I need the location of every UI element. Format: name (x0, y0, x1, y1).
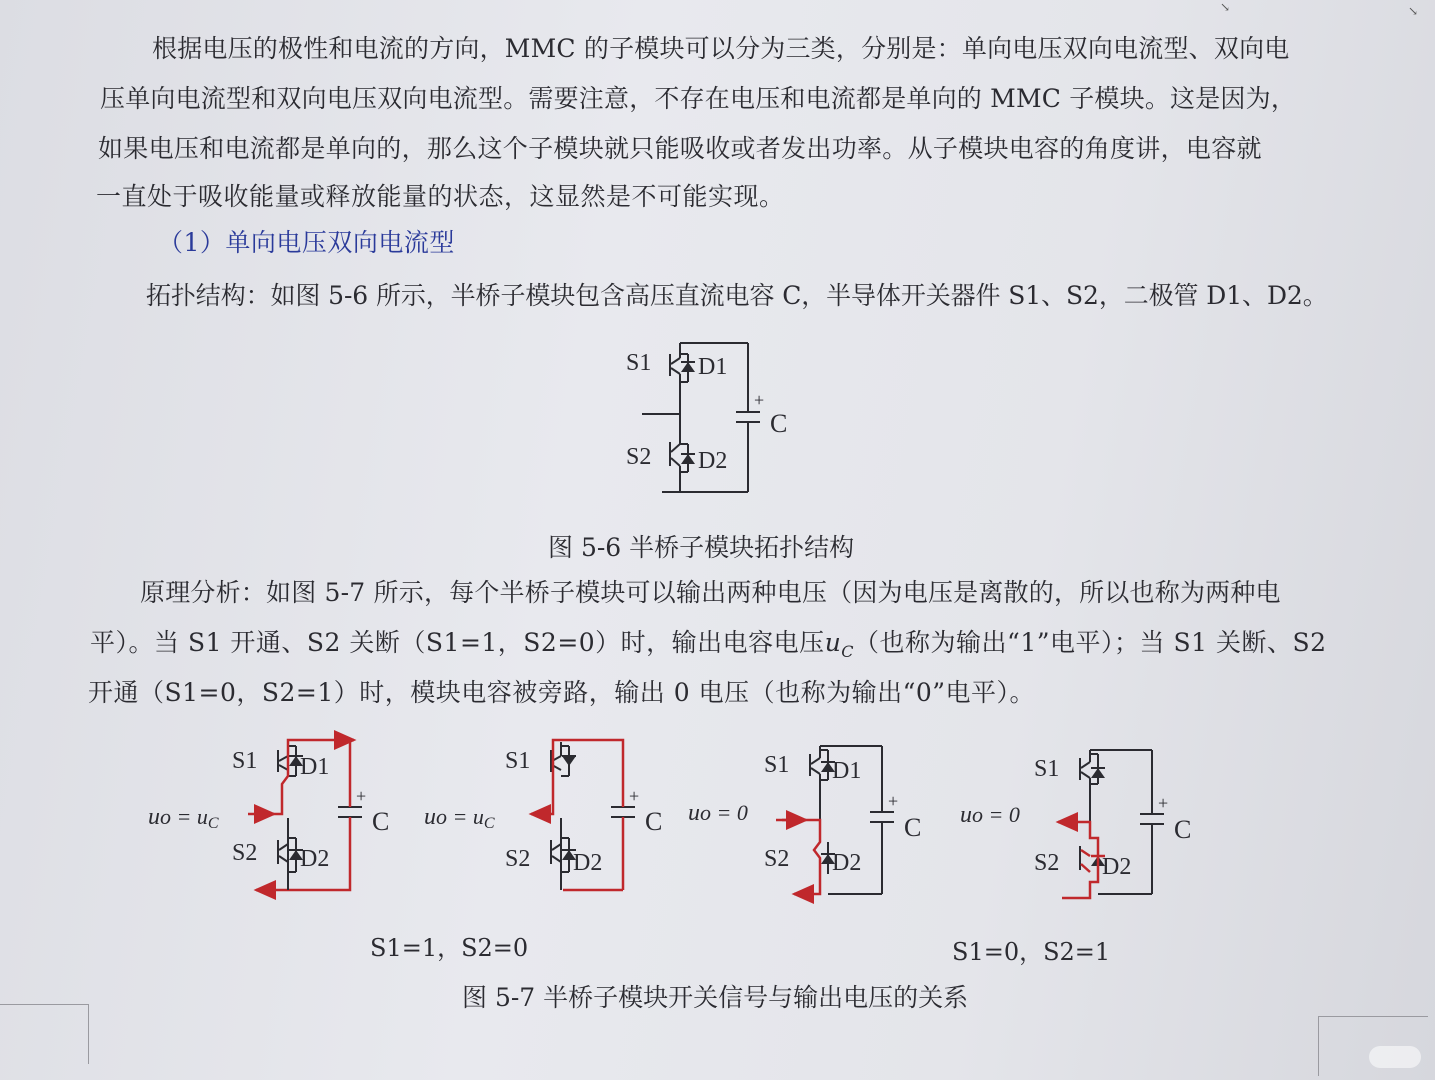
label-c: C (645, 807, 663, 836)
label-s2: S2 (232, 840, 258, 866)
figure-caption: 图 5-6 半桥子模块拓扑结构 (548, 533, 855, 562)
paragraph-line: 开通（S1=0，S2=1）时，模块电容被旁路，输出 0 电压（也称为输出“0”电平）。 (88, 678, 1036, 707)
corner-mark-icon: ↘ (1408, 4, 1419, 18)
label-plus: + (888, 791, 899, 811)
label-d1: D1 (832, 758, 862, 784)
output-voltage-label: uo = uC (424, 804, 495, 832)
paragraph-line: 根据电压的极性和电流的方向，MMC 的子模块可以分为三类，分别是：单向电压双向电流型、双向电 (152, 34, 1290, 63)
label-d2: D2 (832, 850, 862, 876)
paragraph-line (90, 630, 1326, 660)
uc-subscript: C (841, 642, 855, 661)
label-d2: D2 (1102, 854, 1132, 880)
label-plus: + (1158, 793, 1169, 813)
paragraph-line: 压单向电流型和双向电压双向电流型。需要注意，不存在电压和电流都是单向的 MMC 子模块。这是因为， (100, 84, 1297, 113)
label-s2: S2 (764, 846, 790, 872)
state-label-right: S1=0，S2=1 (952, 938, 1111, 966)
corner-bracket (1318, 1016, 1428, 1018)
label-plus: + (754, 390, 765, 410)
label-c: C (770, 409, 788, 438)
label-d1: D1 (698, 354, 728, 380)
half-bridge-diagram (620, 340, 840, 510)
figure-caption: 图 5-7 半桥子模块开关信号与输出电压的关系 (462, 983, 969, 1012)
label-c: C (904, 813, 922, 842)
corner-bracket (1318, 1016, 1320, 1076)
label-d2: D2 (698, 448, 728, 474)
paragraph-line: 拓扑结构：如图 5-6 所示，半桥子模块包含高压直流电容 C，半导体开关器件 S1、S2，二极管 D1、D2。 (146, 281, 1328, 310)
corner-bracket (0, 1004, 88, 1006)
label-d2: D2 (300, 846, 330, 872)
label-s1: S1 (232, 748, 258, 774)
corner-bracket (88, 1004, 90, 1064)
label-c: C (372, 807, 390, 836)
label-s2: S2 (505, 846, 531, 872)
label-s2: S2 (1034, 850, 1060, 876)
paragraph-line: 如果电压和电流都是单向的，那么这个子模块就只能吸收或者发出功率。从子模块电容的角度讲，电容就 (98, 134, 1262, 163)
paragraph-line: 原理分析：如图 5-7 所示，每个半桥子模块可以输出两种电压（因为电压是离散的，所以也称为两种电 (140, 578, 1281, 607)
state-label-left: S1=1，S2=0 (370, 934, 529, 962)
paragraph-line: 一直处于吸收能量或释放能量的状态，这显然是不可能实现。 (96, 182, 785, 211)
label-plus: + (629, 786, 640, 806)
paragraph-text: 平）。当 S1 开通、S2 关断（S1=1，S2=0）时，输出电容电压 (90, 628, 825, 657)
watermark-badge (1369, 1046, 1421, 1068)
label-d2: D2 (573, 850, 603, 876)
uc-symbol: u (824, 628, 842, 657)
label-c: C (1174, 815, 1192, 844)
section-heading: （1）单向电压双向电流型 (158, 228, 455, 257)
output-voltage-label: uo = 0 (960, 802, 1020, 828)
label-s1: S1 (505, 748, 531, 774)
label-s1: S1 (1034, 756, 1060, 782)
label-plus: + (356, 786, 367, 806)
label-s1: S1 (764, 752, 790, 778)
output-voltage-label: uo = 0 (688, 800, 748, 826)
label-s2: S2 (626, 444, 652, 470)
switching-states-diagram (148, 732, 1228, 907)
output-voltage-label: uo = uC (148, 804, 219, 832)
paragraph-text: （也称为输出“1”电平）；当 S1 关断、S2 (854, 628, 1327, 657)
label-d1: D1 (300, 754, 330, 780)
label-s1: S1 (626, 350, 652, 376)
corner-mark-icon: ↘ (1220, 0, 1231, 14)
